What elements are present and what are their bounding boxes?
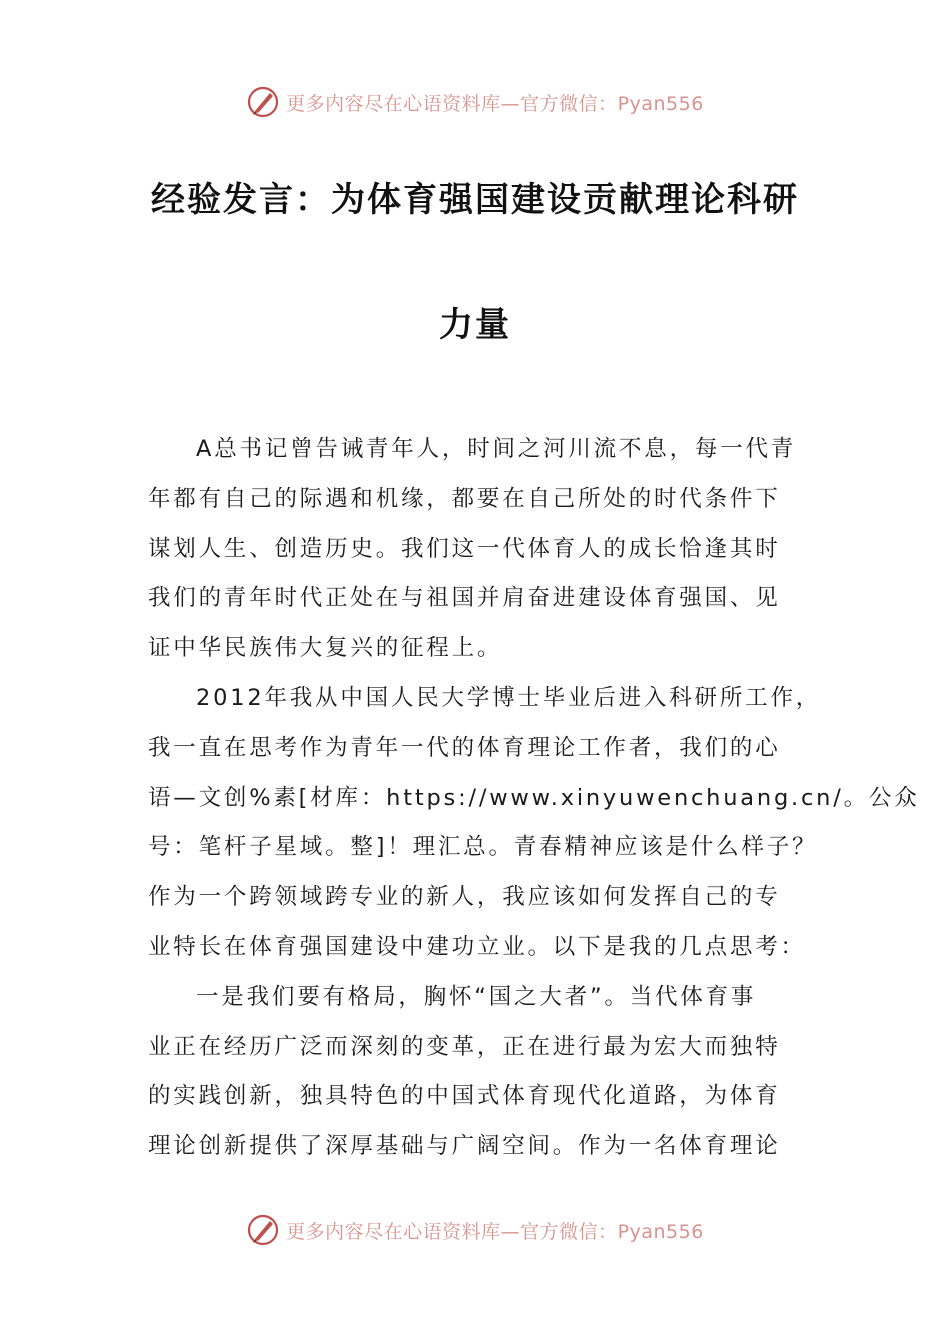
quill-pen-circle-icon — [246, 85, 280, 119]
body-line: A总书记曾告诫青年人，时间之河川流不息，每一代青 — [196, 436, 797, 462]
document-body — [148, 429, 920, 1176]
body-line: 谋划人生、创造历史。我们这一代体育人的成长恰逢其时 — [148, 535, 781, 562]
body-line: 的实践创新，独具特色的中国式体育现代化道路，为体育 — [148, 1083, 781, 1110]
body-line: 业特长在体育强国建设中建功立业。以下是我的几点思考： — [148, 933, 806, 960]
body-line: 号：笔杆子星域。整]！理汇总。青春精神应该是什么样子？ — [148, 834, 818, 861]
body-line: 业正在经历广泛而深刻的变革，正在进行最为宏大而独特 — [148, 1033, 781, 1060]
footer-watermark — [0, 1210, 950, 1250]
body-line: 语—文创%素[材库：https://www.xinyuwenchuang.cn/。公众 — [148, 784, 920, 811]
document-title-line-2: 力量 — [439, 305, 511, 345]
body-line: 理论创新提供了深厚基础与广阔空间。作为一名体育理论 — [148, 1133, 781, 1160]
body-line: 我们的青年时代正处在与祖国并肩奋进建设体育强国、见 — [148, 585, 781, 612]
body-line: 2012年我从中国人民大学博士毕业后进入科研所工作， — [196, 684, 822, 711]
body-line: 证中华民族伟大复兴的征程上。 — [148, 635, 503, 662]
header-watermark — [0, 82, 950, 122]
body-line: 我一直在思考作为青年一代的体育理论工作者，我们的心 — [148, 734, 781, 761]
document-title-line-1: 经验发言：为体育强国建设贡献理论科研 — [151, 180, 799, 220]
body-line: 年都有自己的际遇和机缘，都要在自己所处的时代条件下 — [148, 485, 781, 512]
body-line: 一是我们要有格局，胸怀“国之大者”。当代体育事 — [196, 983, 757, 1010]
body-line: 作为一个跨领域跨专业的新人，我应该如何发挥自己的专 — [148, 884, 781, 911]
watermark-text: 更多内容尽在心语资料库—官方微信：Pyan556 — [286, 92, 704, 115]
quill-pen-circle-icon — [246, 1213, 280, 1247]
watermark-text: 更多内容尽在心语资料库—官方微信：Pyan556 — [286, 1220, 704, 1243]
